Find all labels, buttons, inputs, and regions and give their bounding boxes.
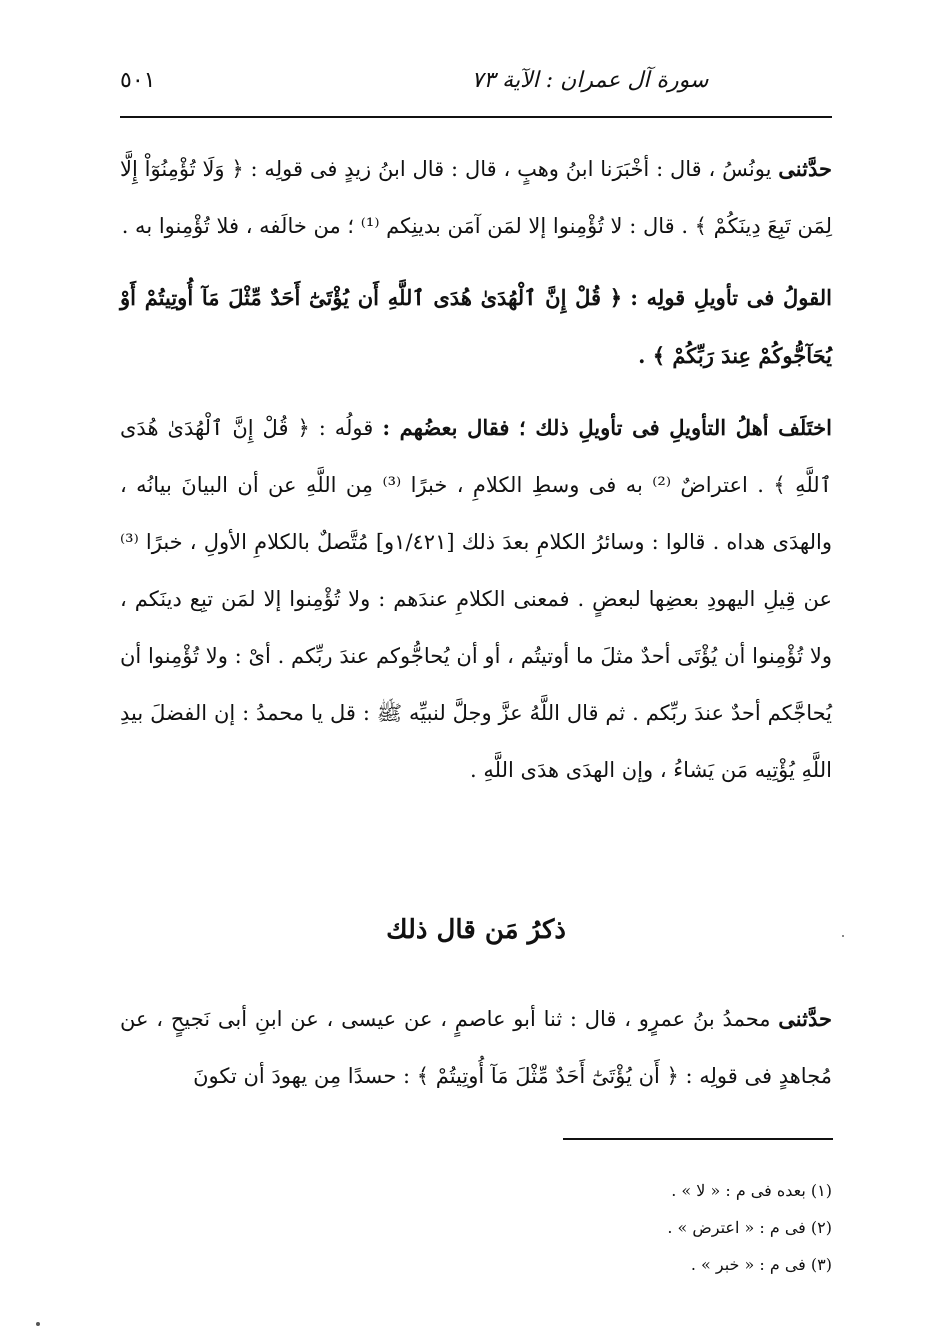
footnote-rule	[563, 1138, 833, 1140]
paragraph-lead: حدَّثنى	[778, 1006, 832, 1031]
footnotes	[120, 1172, 832, 1283]
paragraph-lead: اختَلَف أهلُ التأويلِ فى تأويلِ ذلك ؛ فقال بعضُهم :	[382, 415, 832, 440]
footnote-3: (٣) فى م : « خبر » .	[690, 1255, 832, 1274]
paragraph-4	[120, 990, 832, 1105]
header-rule	[120, 116, 832, 118]
main-text	[120, 140, 832, 813]
paragraph-1	[120, 140, 832, 255]
running-head: سورة آل عمران : الآية ٧٣	[471, 68, 709, 93]
paragraph-text: محمدُ بنُ عمرٍو ، قال : ثنا أبو عاصمٍ ، عن عيسى ، عن ابنِ أبى نَجيحٍ ، عن مُجاهدٍ فى قولِه : ﴿ أَن يُؤْتَىٰٓ أَحَدٌ مِّثْلَ مَآ أُوتِيتُمْ ﴾ : حسدًا مِن يهودَ أن تكونَ	[120, 1007, 832, 1088]
paragraph-text: قولُه : ﴿ قُلْ إِنَّ ٱلْهُدَىٰ هُدَى ٱللَّهِ ﴾ . اعتراضٌ ⁽²⁾ به فى وسطِ الكلامِ ، خبرًا ⁽³⁾ مِن اللَّهِ عن أن البيانَ بيانُه ، والهدَى هداه . قالوا : وسائرُ الكلامِ بعدَ ذلك [١/٤٢١و] مُتَّصلٌ بالكلامِ الأولِ ، خبرًا ⁽³⁾ عن قِيلِ اليهودِ بعضِها لبعضٍ . فمعنى الكلامِ عندَهم : ولا تُؤْمِنوا إلا لمَن تبِع دينَكم ، ولا تُؤْمِنوا أن يُؤْتَى أحدٌ مثلَ ما أوتيتُم ، أو أن يُحاجُّوكم عندَ ربِّكم . أىْ : ولا تُؤْمِنوا أن يُحاجَّكم أحدٌ عندَ ربِّكم . ثم قال اللَّهُ عزَّ وجلَّ لنبيِّه ﷺ : قل يا محمدُ : إن الفضلَ بيدِ اللَّهِ يُؤْتِيه مَن يَشاءُ ، وإن الهدَى هدَى اللَّهِ .	[120, 416, 832, 782]
footnote-1: (١) بعده فى م : « لا » .	[671, 1181, 832, 1200]
paragraph-lead: حدَّثنى	[778, 156, 832, 181]
page-header	[120, 60, 832, 104]
paragraph-text: ﴿ قُلْ إِنَّ ٱلْهُدَىٰ هُدَى ٱللَّهِ أَن يُؤْتَىٰٓ أَحَدٌ مِّثْلَ مَآ أُوتِيتُمْ أَوْ يُحَآجُّوكُمْ عِندَ رَبِّكُمْ ﴾ .	[120, 285, 832, 368]
page-number: ٥٠١	[120, 68, 156, 93]
margin-speck	[842, 935, 844, 937]
footnote-2: (٢) فى م : « اعترض » .	[667, 1218, 832, 1237]
margin-speck	[36, 1322, 40, 1326]
paragraph-2	[120, 269, 832, 385]
main-text-2	[120, 990, 832, 1119]
paragraph-3	[120, 399, 832, 799]
paragraph-lead: القولُ فى تأويلِ قولِه :	[630, 285, 832, 310]
paragraph-text: يونُسُ ، قال : أخْبَرَنا ابنُ وهبٍ ، قال : قال ابنُ زيدٍ فى قولِه : ﴿ وَلَا تُؤْمِنُوٓاْ إِلَّا لِمَن تَبِعَ دِينَكُمْ ﴾ . قال : لا تُؤْمِنوا إلا لمَن آمَن بدينِكم ⁽¹⁾ ؛ من خالَفه ، فلا تُؤْمِنوا به .	[120, 157, 832, 238]
section-title: ذكرُ مَن قال ذلك	[386, 915, 566, 945]
